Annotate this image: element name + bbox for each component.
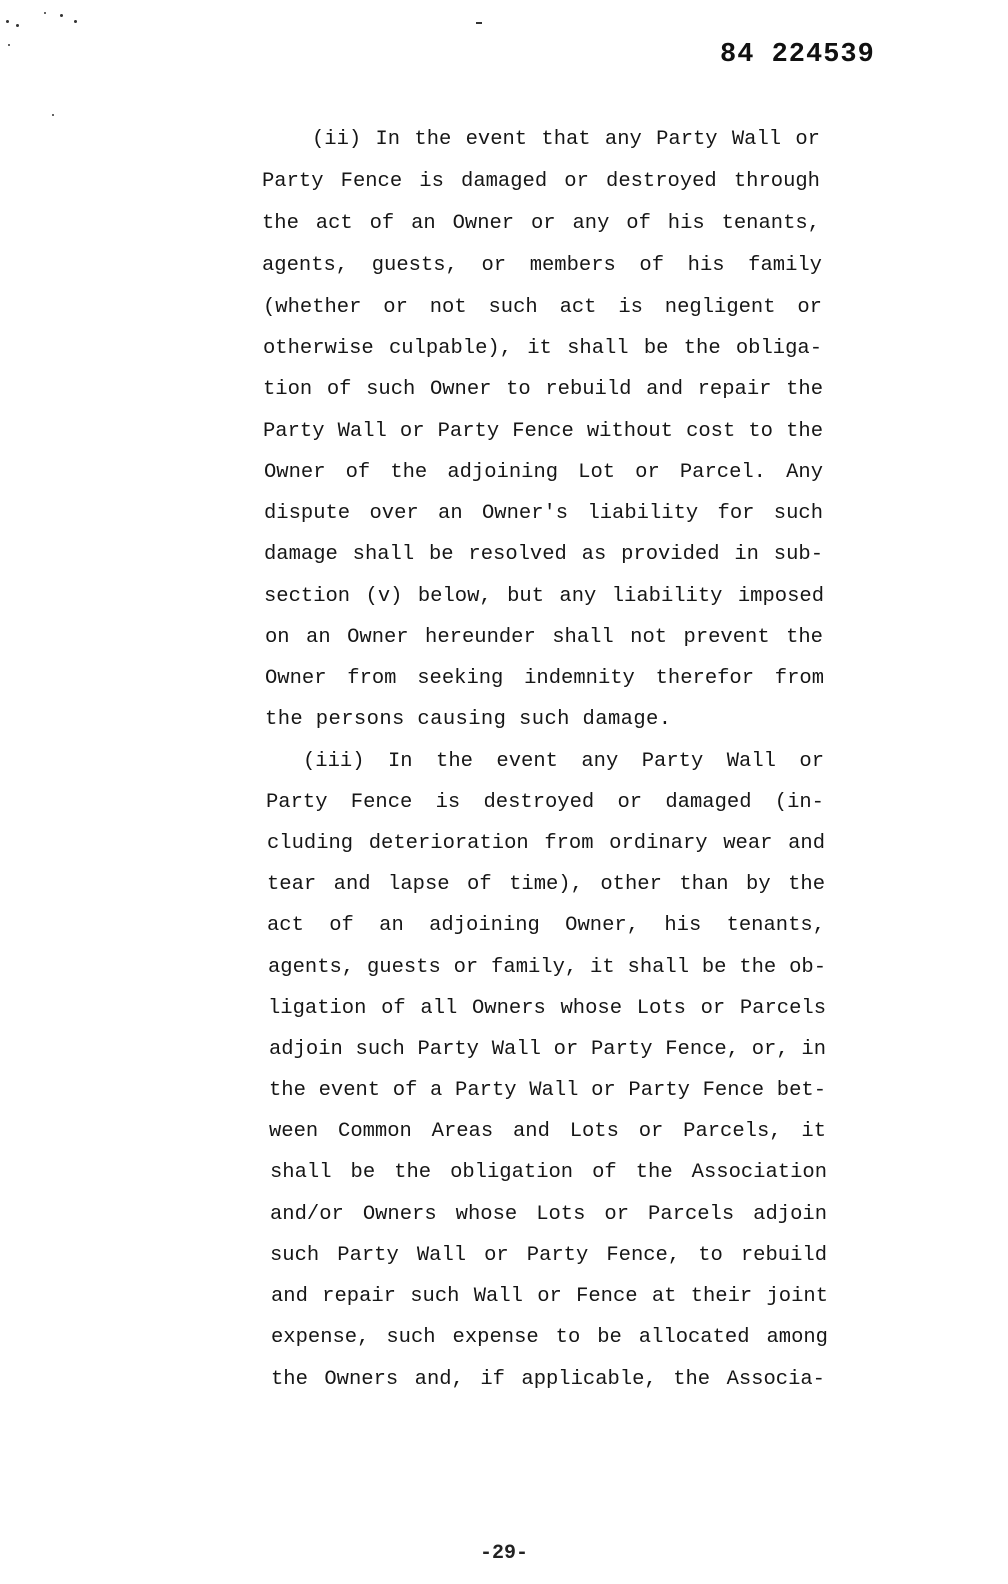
text-line: agents, guests, or members of his family [262, 254, 822, 277]
text-line: (iii) In the event any Party Wall or [303, 750, 824, 773]
text-line: tear and lapse of time), other than by the [267, 873, 825, 896]
text-line: Owner of the adjoining Lot or Parcel. Any [264, 461, 823, 484]
text-line: agents, guests or family, it shall be the ob- [268, 956, 826, 979]
text-line: the act of an Owner or any of his tenants, [262, 212, 820, 235]
text-line: the persons causing such damage. [265, 708, 672, 731]
scan-speck [44, 12, 46, 14]
scan-speck [8, 44, 10, 46]
text-line: Party Fence is damaged or destroyed through [262, 170, 820, 193]
text-line: ligation of all Owners whose Lots or Parcels [268, 997, 826, 1020]
text-line: and/or Owners whose Lots or Parcels adjoin [270, 1203, 827, 1226]
scan-speck [16, 24, 19, 27]
text-line: Owner from seeking indemnity therefor from [265, 667, 824, 690]
text-line: on an Owner hereunder shall not prevent the [265, 626, 823, 649]
recording-number: 84 224539 [720, 40, 875, 70]
page-number: -29- [480, 1542, 529, 1565]
text-line: act of an adjoining Owner, his tenants, [267, 914, 825, 937]
text-line: expense, such expense to be allocated among [271, 1326, 828, 1349]
text-line: (whether or not such act is negligent or [263, 296, 822, 319]
text-line: cluding deterioration from ordinary wear and [267, 832, 825, 855]
scan-speck [476, 22, 482, 24]
text-line: the Owners and, if applicable, the Associa- [271, 1368, 825, 1391]
scan-speck [60, 14, 63, 17]
text-line: dispute over an Owner's liability for such [264, 502, 823, 525]
text-line: and repair such Wall or Fence at their joint [271, 1285, 828, 1308]
scan-speck [6, 20, 9, 23]
text-line: adjoin such Party Wall or Party Fence, or, in [269, 1038, 826, 1061]
scan-speck [74, 20, 77, 23]
text-line: the event of a Party Wall or Party Fence bet- [269, 1079, 826, 1102]
text-line: damage shall be resolved as provided in sub- [264, 543, 823, 566]
text-line: Party Fence is destroyed or damaged (in- [266, 791, 824, 814]
text-line: such Party Wall or Party Fence, to rebuild [270, 1244, 827, 1267]
text-line: otherwise culpable), it shall be the obliga- [263, 337, 822, 360]
text-line: section (v) below, but any liability imposed [264, 585, 824, 608]
text-line: shall be the obligation of the Association [270, 1161, 827, 1184]
scan-speck [52, 114, 54, 116]
text-line: Party Wall or Party Fence without cost to the [263, 420, 823, 443]
text-line: (ii) In the event that any Party Wall or [312, 128, 820, 151]
text-line: ween Common Areas and Lots or Parcels, it [269, 1120, 826, 1143]
text-line: tion of such Owner to rebuild and repair the [263, 378, 823, 401]
